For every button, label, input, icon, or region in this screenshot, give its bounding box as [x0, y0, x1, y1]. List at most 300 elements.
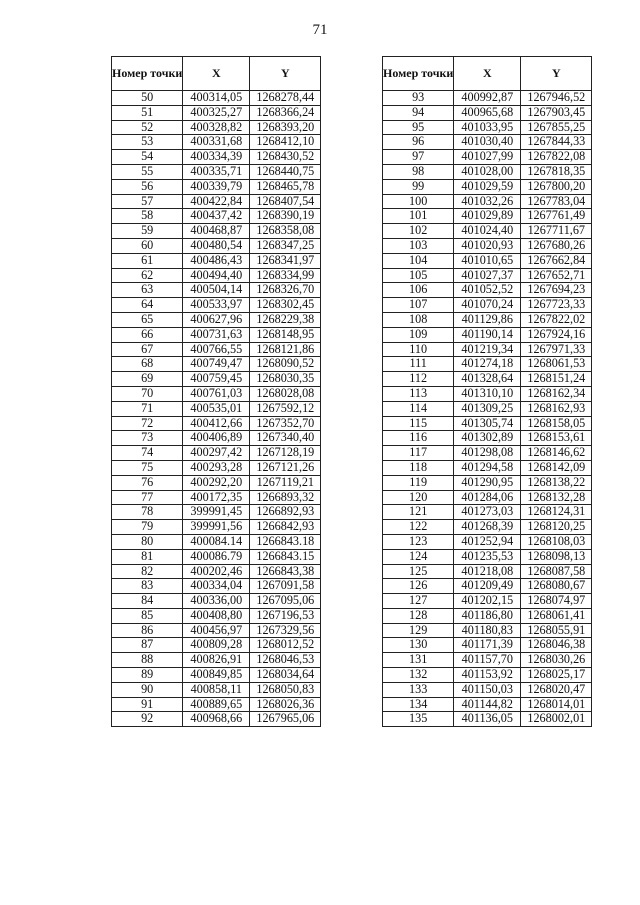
cell-point-number: 79	[112, 520, 183, 535]
cell-point-number: 53	[112, 135, 183, 150]
cell-point-number: 117	[383, 446, 454, 461]
table-row	[112, 386, 321, 401]
cell-y: 1268229,38	[250, 312, 321, 327]
table-row	[112, 520, 321, 535]
table-row	[383, 238, 592, 253]
cell-y: 1268026,36	[250, 697, 321, 712]
cell-y: 1267329,56	[250, 623, 321, 638]
cell-y: 1268124,31	[521, 505, 592, 520]
table-row	[383, 638, 592, 653]
table-row	[112, 416, 321, 431]
cell-x: 400761,03	[183, 386, 250, 401]
cell-y: 1267971,33	[521, 342, 592, 357]
cell-x: 401020,93	[454, 238, 521, 253]
header-point-number: Номер точки	[383, 57, 454, 91]
cell-y: 1268030,35	[250, 372, 321, 387]
cell-x: 400334,04	[183, 579, 250, 594]
table-row	[383, 594, 592, 609]
table-row	[112, 712, 321, 727]
table-row	[112, 179, 321, 194]
cell-x: 401274,18	[454, 357, 521, 372]
cell-x: 400325,27	[183, 105, 250, 120]
cell-y: 1268050,83	[250, 682, 321, 697]
cell-x: 401302,89	[454, 431, 521, 446]
cell-x: 401027,99	[454, 150, 521, 165]
cell-x: 400314,05	[183, 91, 250, 106]
cell-point-number: 84	[112, 594, 183, 609]
table-row	[383, 668, 592, 683]
cell-point-number: 69	[112, 372, 183, 387]
cell-point-number: 63	[112, 283, 183, 298]
cell-x: 400292,20	[183, 475, 250, 490]
header-y: Y	[250, 57, 321, 91]
cell-x: 401305,74	[454, 416, 521, 431]
cell-x: 400849,85	[183, 668, 250, 683]
cell-point-number: 110	[383, 342, 454, 357]
cell-y: 1268302,45	[250, 298, 321, 313]
cell-x: 400480,54	[183, 238, 250, 253]
cell-x: 400335,71	[183, 164, 250, 179]
cell-y: 1266843,38	[250, 564, 321, 579]
table-row	[383, 682, 592, 697]
cell-x: 401290,95	[454, 475, 521, 490]
cell-point-number: 61	[112, 253, 183, 268]
cell-x: 400334,39	[183, 150, 250, 165]
table-row	[383, 164, 592, 179]
cell-x: 400328,82	[183, 120, 250, 135]
cell-x: 399991,45	[183, 505, 250, 520]
table-row	[383, 283, 592, 298]
cell-x: 401252,94	[454, 534, 521, 549]
cell-y: 1267592,12	[250, 401, 321, 416]
cell-x: 401310,10	[454, 386, 521, 401]
cell-x: 400408,80	[183, 608, 250, 623]
table-row	[383, 150, 592, 165]
table-row	[112, 224, 321, 239]
cell-x: 401186,80	[454, 608, 521, 623]
cell-point-number: 51	[112, 105, 183, 120]
cell-x: 401032,26	[454, 194, 521, 209]
header-point-number: Номер точки	[112, 57, 183, 91]
cell-point-number: 92	[112, 712, 183, 727]
cell-y: 1268020,47	[521, 682, 592, 697]
table-row	[383, 460, 592, 475]
table-row	[383, 224, 592, 239]
cell-point-number: 134	[383, 697, 454, 712]
cell-point-number: 66	[112, 327, 183, 342]
table-row	[112, 638, 321, 653]
cell-y: 1267761,49	[521, 209, 592, 224]
cell-point-number: 56	[112, 179, 183, 194]
table-row	[383, 505, 592, 520]
table-row	[383, 653, 592, 668]
cell-x: 400494,40	[183, 268, 250, 283]
cell-point-number: 131	[383, 653, 454, 668]
cell-x: 400766,55	[183, 342, 250, 357]
cell-point-number: 62	[112, 268, 183, 283]
cell-point-number: 74	[112, 446, 183, 461]
cell-x: 401171,39	[454, 638, 521, 653]
cell-point-number: 54	[112, 150, 183, 165]
cell-x: 401027,37	[454, 268, 521, 283]
table-row	[112, 579, 321, 594]
table-row	[383, 386, 592, 401]
cell-point-number: 105	[383, 268, 454, 283]
table-row	[112, 268, 321, 283]
cell-x: 400533,97	[183, 298, 250, 313]
cell-point-number: 116	[383, 431, 454, 446]
cell-y: 1267723,33	[521, 298, 592, 313]
cell-x: 400086.79	[183, 549, 250, 564]
cell-x: 400202,46	[183, 564, 250, 579]
cell-x: 400084.14	[183, 534, 250, 549]
cell-point-number: 50	[112, 91, 183, 106]
table-row	[383, 579, 592, 594]
cell-x: 401157,70	[454, 653, 521, 668]
cell-point-number: 127	[383, 594, 454, 609]
cell-y: 1267924,16	[521, 327, 592, 342]
cell-y: 1267855,25	[521, 120, 592, 135]
cell-y: 1268121,86	[250, 342, 321, 357]
cell-y: 1267119,21	[250, 475, 321, 490]
table-row	[112, 401, 321, 416]
cell-y: 1268030,26	[521, 653, 592, 668]
cell-y: 1268055,91	[521, 623, 592, 638]
cell-x: 400406,89	[183, 431, 250, 446]
cell-y: 1268347,25	[250, 238, 321, 253]
cell-point-number: 96	[383, 135, 454, 150]
cell-y: 1268334,99	[250, 268, 321, 283]
cell-point-number: 97	[383, 150, 454, 165]
cell-x: 400468,87	[183, 224, 250, 239]
header-y: Y	[521, 57, 592, 91]
table-row	[112, 238, 321, 253]
table-row	[383, 372, 592, 387]
cell-point-number: 101	[383, 209, 454, 224]
cell-x: 400504,14	[183, 283, 250, 298]
cell-y: 1267903,45	[521, 105, 592, 120]
cell-point-number: 65	[112, 312, 183, 327]
cell-x: 400486,43	[183, 253, 250, 268]
cell-x: 401029,59	[454, 179, 521, 194]
cell-point-number: 58	[112, 209, 183, 224]
cell-point-number: 130	[383, 638, 454, 653]
cell-x: 401010,65	[454, 253, 521, 268]
cell-point-number: 80	[112, 534, 183, 549]
table-row	[383, 120, 592, 135]
cell-x: 400412,66	[183, 416, 250, 431]
cell-point-number: 90	[112, 682, 183, 697]
cell-y: 1268034,64	[250, 668, 321, 683]
cell-point-number: 78	[112, 505, 183, 520]
cell-y: 1268061,53	[521, 357, 592, 372]
cell-x: 400992,87	[454, 91, 521, 106]
cell-x: 400965,68	[454, 105, 521, 120]
table-row	[112, 505, 321, 520]
cell-point-number: 60	[112, 238, 183, 253]
cell-x: 400858,11	[183, 682, 250, 697]
table-row	[112, 460, 321, 475]
table-row	[112, 549, 321, 564]
table-row	[112, 653, 321, 668]
cell-point-number: 112	[383, 372, 454, 387]
table-header-row	[383, 57, 592, 91]
cell-x: 401033,95	[454, 120, 521, 135]
cell-x: 400627,96	[183, 312, 250, 327]
table-row	[112, 490, 321, 505]
table-row	[112, 105, 321, 120]
cell-x: 400172,35	[183, 490, 250, 505]
cell-point-number: 109	[383, 327, 454, 342]
cell-y: 1268090,52	[250, 357, 321, 372]
cell-point-number: 99	[383, 179, 454, 194]
cell-y: 1267800,20	[521, 179, 592, 194]
cell-x: 401028,00	[454, 164, 521, 179]
cell-point-number: 135	[383, 712, 454, 727]
cell-x: 400826,91	[183, 653, 250, 668]
cell-x: 400456,97	[183, 623, 250, 638]
cell-point-number: 73	[112, 431, 183, 446]
cell-y: 1267946,52	[521, 91, 592, 106]
page-number: 71	[312, 22, 328, 38]
table-row	[112, 342, 321, 357]
cell-point-number: 108	[383, 312, 454, 327]
cell-y: 1266842,93	[250, 520, 321, 535]
table-row	[383, 91, 592, 106]
cell-point-number: 52	[112, 120, 183, 135]
cell-x: 400731,63	[183, 327, 250, 342]
cell-y: 1268430,52	[250, 150, 321, 165]
table-row	[383, 608, 592, 623]
cell-point-number: 81	[112, 549, 183, 564]
cell-x: 400293,28	[183, 460, 250, 475]
table-row	[383, 446, 592, 461]
cell-point-number: 85	[112, 608, 183, 623]
cell-point-number: 55	[112, 164, 183, 179]
cell-y: 1268014,01	[521, 697, 592, 712]
table-row	[112, 209, 321, 224]
cell-y: 1267652,71	[521, 268, 592, 283]
table-row	[112, 312, 321, 327]
cell-x: 400968,66	[183, 712, 250, 727]
cell-y: 1268132,28	[521, 490, 592, 505]
table-row	[383, 416, 592, 431]
cell-point-number: 95	[383, 120, 454, 135]
cell-x: 400297,42	[183, 446, 250, 461]
cell-y: 1268465,78	[250, 179, 321, 194]
header-x: X	[454, 57, 521, 91]
cell-point-number: 103	[383, 238, 454, 253]
cell-point-number: 114	[383, 401, 454, 416]
table-row	[112, 253, 321, 268]
table-row	[383, 520, 592, 535]
cell-x: 400336,00	[183, 594, 250, 609]
cell-point-number: 123	[383, 534, 454, 549]
cell-y: 1267965,06	[250, 712, 321, 727]
table-row	[112, 120, 321, 135]
cell-x: 400437,42	[183, 209, 250, 224]
table-row	[112, 91, 321, 106]
cell-point-number: 121	[383, 505, 454, 520]
table-row	[383, 268, 592, 283]
table-row	[383, 194, 592, 209]
cell-point-number: 59	[112, 224, 183, 239]
table-row	[383, 549, 592, 564]
cell-point-number: 125	[383, 564, 454, 579]
cell-y: 1268074,97	[521, 594, 592, 609]
cell-y: 1268341,97	[250, 253, 321, 268]
cell-y: 1268046,38	[521, 638, 592, 653]
cell-x: 400535,01	[183, 401, 250, 416]
cell-point-number: 94	[383, 105, 454, 120]
cell-point-number: 86	[112, 623, 183, 638]
table-body-right	[383, 91, 592, 727]
cell-x: 401129,86	[454, 312, 521, 327]
table-row	[112, 446, 321, 461]
cell-point-number: 124	[383, 549, 454, 564]
cell-x: 401136,05	[454, 712, 521, 727]
table-row	[112, 135, 321, 150]
table-row	[383, 475, 592, 490]
cell-x: 401209,49	[454, 579, 521, 594]
cell-x: 401052,52	[454, 283, 521, 298]
table-row	[383, 490, 592, 505]
cell-x: 401298,08	[454, 446, 521, 461]
cell-x: 401219,34	[454, 342, 521, 357]
table-row	[383, 298, 592, 313]
cell-y: 1267128,19	[250, 446, 321, 461]
cell-point-number: 98	[383, 164, 454, 179]
cell-point-number: 129	[383, 623, 454, 638]
cell-x: 401029,89	[454, 209, 521, 224]
cell-y: 1267818,35	[521, 164, 592, 179]
table-row	[383, 179, 592, 194]
table-row	[383, 431, 592, 446]
cell-point-number: 119	[383, 475, 454, 490]
table-row	[112, 150, 321, 165]
cell-x: 401190,14	[454, 327, 521, 342]
table-row	[383, 623, 592, 638]
cell-x: 401144,82	[454, 697, 521, 712]
cell-y: 1267680,26	[521, 238, 592, 253]
cell-point-number: 120	[383, 490, 454, 505]
cell-point-number: 106	[383, 283, 454, 298]
cell-point-number: 71	[112, 401, 183, 416]
cell-x: 401284,06	[454, 490, 521, 505]
cell-point-number: 91	[112, 697, 183, 712]
cell-point-number: 88	[112, 653, 183, 668]
cell-point-number: 111	[383, 357, 454, 372]
cell-point-number: 72	[112, 416, 183, 431]
cell-y: 1268098,13	[521, 549, 592, 564]
cell-x: 401030,40	[454, 135, 521, 150]
cell-y: 1268142,09	[521, 460, 592, 475]
cell-point-number: 100	[383, 194, 454, 209]
table-row	[383, 712, 592, 727]
table-row	[112, 623, 321, 638]
cell-y: 1268366,24	[250, 105, 321, 120]
table-header-row	[112, 57, 321, 91]
cell-x: 400759,45	[183, 372, 250, 387]
cell-point-number: 115	[383, 416, 454, 431]
cell-y: 1267694,23	[521, 283, 592, 298]
cell-y: 1268440,75	[250, 164, 321, 179]
cell-point-number: 113	[383, 386, 454, 401]
cell-point-number: 132	[383, 668, 454, 683]
table-row	[383, 105, 592, 120]
cell-x: 401328,64	[454, 372, 521, 387]
cell-y: 1268028,08	[250, 386, 321, 401]
cell-x: 401218,08	[454, 564, 521, 579]
cell-point-number: 83	[112, 579, 183, 594]
table-row	[383, 327, 592, 342]
cell-y: 1268393,20	[250, 120, 321, 135]
table-row	[112, 327, 321, 342]
table-row	[383, 312, 592, 327]
table-row	[383, 342, 592, 357]
cell-y: 1267352,70	[250, 416, 321, 431]
table-row	[112, 534, 321, 549]
cell-x: 400809,28	[183, 638, 250, 653]
table-row	[383, 534, 592, 549]
cell-y: 1268025,17	[521, 668, 592, 683]
cell-x: 400339,79	[183, 179, 250, 194]
cell-x: 400889,65	[183, 697, 250, 712]
table-row	[112, 164, 321, 179]
cell-point-number: 67	[112, 342, 183, 357]
cell-y: 1267822,02	[521, 312, 592, 327]
cell-y: 1266843.18	[250, 534, 321, 549]
cell-y: 1268061,41	[521, 608, 592, 623]
cell-y: 1268162,93	[521, 401, 592, 416]
cell-x: 401273,03	[454, 505, 521, 520]
cell-point-number: 102	[383, 224, 454, 239]
table-row	[112, 283, 321, 298]
header-x: X	[183, 57, 250, 91]
table-row	[112, 564, 321, 579]
cell-point-number: 126	[383, 579, 454, 594]
cell-y: 1268407,54	[250, 194, 321, 209]
cell-x: 400749,47	[183, 357, 250, 372]
cell-y: 1268046,53	[250, 653, 321, 668]
table-row	[112, 372, 321, 387]
cell-y: 1268108,03	[521, 534, 592, 549]
cell-y: 1268087,58	[521, 564, 592, 579]
cell-point-number: 57	[112, 194, 183, 209]
cell-y: 1268162,34	[521, 386, 592, 401]
cell-y: 1267095,06	[250, 594, 321, 609]
cell-y: 1268158,05	[521, 416, 592, 431]
table-row	[383, 135, 592, 150]
cell-x: 401024,40	[454, 224, 521, 239]
table-row	[383, 401, 592, 416]
cell-x: 401180,83	[454, 623, 521, 638]
cell-y: 1268278,44	[250, 91, 321, 106]
cell-point-number: 133	[383, 682, 454, 697]
cell-y: 1268138,22	[521, 475, 592, 490]
cell-y: 1268390,19	[250, 209, 321, 224]
cell-point-number: 68	[112, 357, 183, 372]
table-row	[112, 594, 321, 609]
coordinates-table-left	[111, 56, 321, 727]
cell-point-number: 107	[383, 298, 454, 313]
cell-y: 1268080,67	[521, 579, 592, 594]
cell-x: 401235,53	[454, 549, 521, 564]
cell-x: 400331,68	[183, 135, 250, 150]
cell-y: 1268002,01	[521, 712, 592, 727]
table-row	[383, 697, 592, 712]
table-row	[383, 253, 592, 268]
